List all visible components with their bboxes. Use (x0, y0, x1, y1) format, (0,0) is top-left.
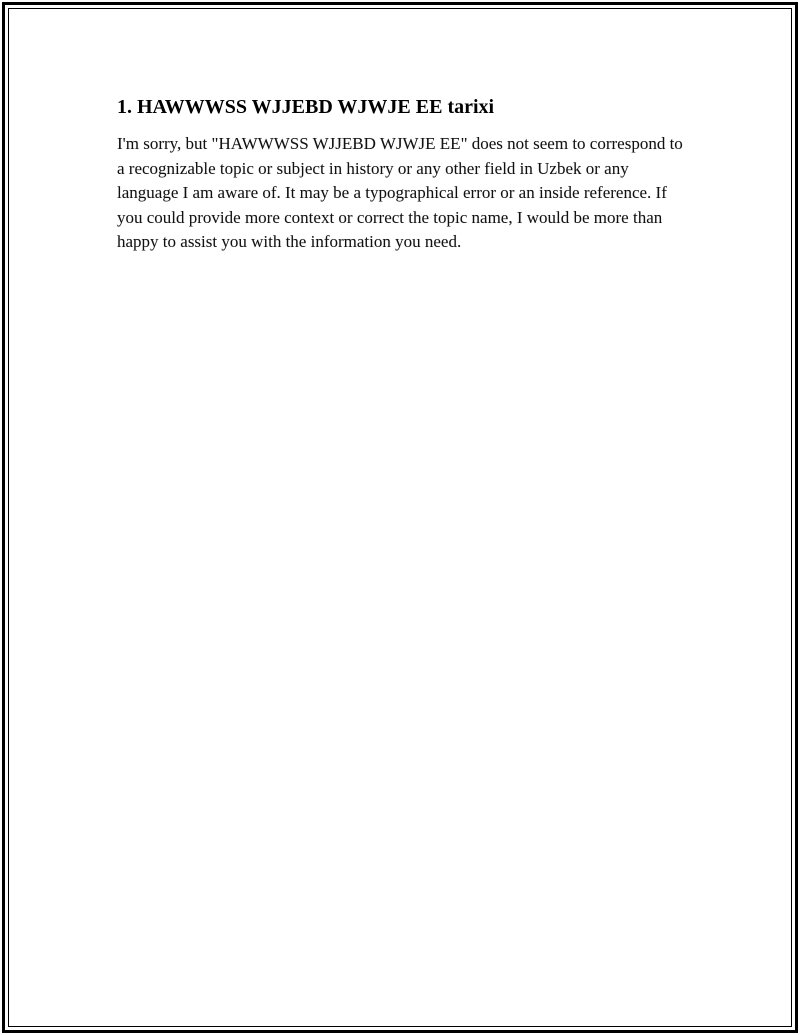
section-paragraph: I'm sorry, but "HAWWWSS WJJEBD WJWJE EE" does not seem to correspond to a recognizable topic or subject in history or any other field in Uzbek or any language I am aware of. It may be a typographical error or an inside reference. If you could provide more context or correct the topic name, I would be more than happy to assist you with the information you need. (117, 134, 683, 251)
document-content (117, 94, 683, 255)
section-heading: 1. HAWWWSS WJJEBD WJWJE EE tarixi (117, 96, 495, 118)
